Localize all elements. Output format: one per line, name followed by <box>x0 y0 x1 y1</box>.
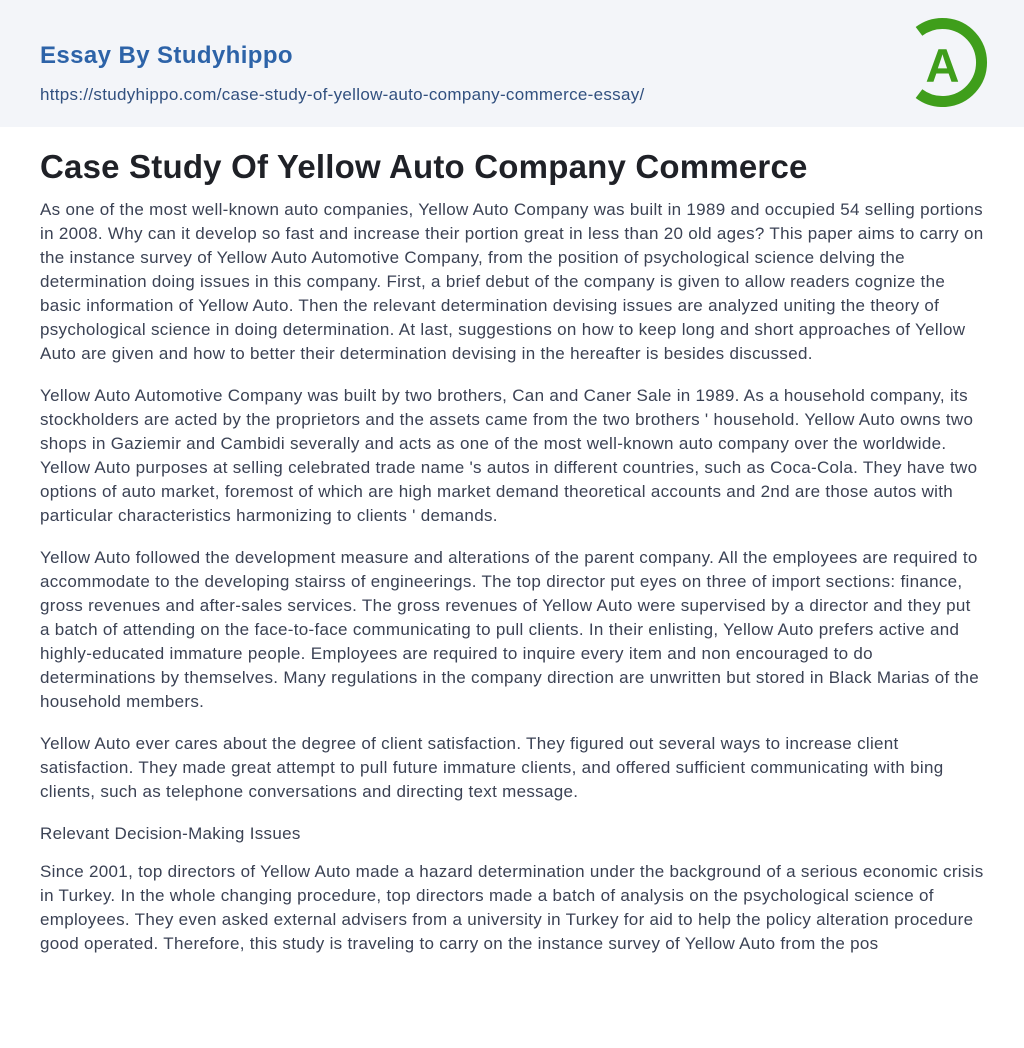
essay-paragraph: Yellow Auto ever cares about the degree of client satisfaction. They figured out several ways to increase client satisfaction. They made great attempt to pull future immature clients, and offered sufficient communicating with bing clients, such as telephone conversations and directing text message. <box>40 734 944 802</box>
essay-paragraph: Yellow Auto followed the development measure and alterations of the parent company. All the employees are required to accommodate to the developing stairss of engineerings. The top director put eyes on three of import sections: finance, gross revenues and after-sales services. The gross revenues of Yellow Auto were supervised by a director and they put a batch of attending on the face-to-face communicating to pull clients. In their enlisting, Yellow Auto prefers active and highly-educated immature people. Employees are required to inquire every item and non encouraged to do determinations by themselves. Many regulations in the company direction are unwritten but stored in Black Marias of the household members. <box>40 548 980 712</box>
essay-paragraph: As one of the most well-known auto companies, Yellow Auto Company was built in 1989 and occupied 54 selling portions in 2008. Why can it develop so fast and increase their portion great in less than 20 old ages? This paper aims to carry on the instance survey of Yellow Auto Automotive Company, from the position of psychological science delving the determination doing issues in this company. First, a brief debut of the company is given to allow readers cognize the basic information of Yellow Auto. Then the relevant determination devising issues are analyzed uniting the theory of psychological science in doing determination. At last, suggestions on how to keep long and short approaches of Yellow Auto are given and how to better their determination devising in the hereafter is besides discussed. <box>40 200 984 364</box>
section-heading: Relevant Decision-Making Issues <box>40 824 301 844</box>
essay-paragraph: Since 2001, top directors of Yellow Auto made a hazard determination under the background of a serious economic crisis in Turkey. In the whole changing procedure, top directors made a batch of analysis on the psychological science of employees. They even asked external advisers from a university in Turkey for aid to help the policy alteration procedure good operated. Therefore, this study is traveling to carry on the instance survey of Yellow Auto from the pos <box>40 862 984 954</box>
essay-paragraph: Yellow Auto Automotive Company was built by two brothers, Can and Caner Sale in 1989. As a household company, its stockholders are acted by the proprietors and the assets came from the two brothers ' household. Yellow Auto owns two shops in Gaziemir and Cambidi severally and acts as one of the most well-known auto company over the worldwide. Yellow Auto purposes at selling celebrated trade name 's autos in different countries, such as Coca-Cola. They have two options of auto market, foremost of which are high market demand theoretical accounts and 2nd are those autos with particular characteristics harmonizing to clients ' demands. <box>40 386 978 526</box>
studyhippo-logo <box>898 17 988 107</box>
site-label: Essay By Studyhippo <box>40 42 293 69</box>
logo-letter: A <box>925 39 960 92</box>
page-header <box>0 0 1024 127</box>
essay-content <box>0 127 1024 956</box>
essay-url-link[interactable]: https://studyhippo.com/case-study-of-yellow-auto-company-commerce-essay/ <box>40 85 645 104</box>
article-title: Case Study Of Yellow Auto Company Commerce <box>40 148 808 185</box>
